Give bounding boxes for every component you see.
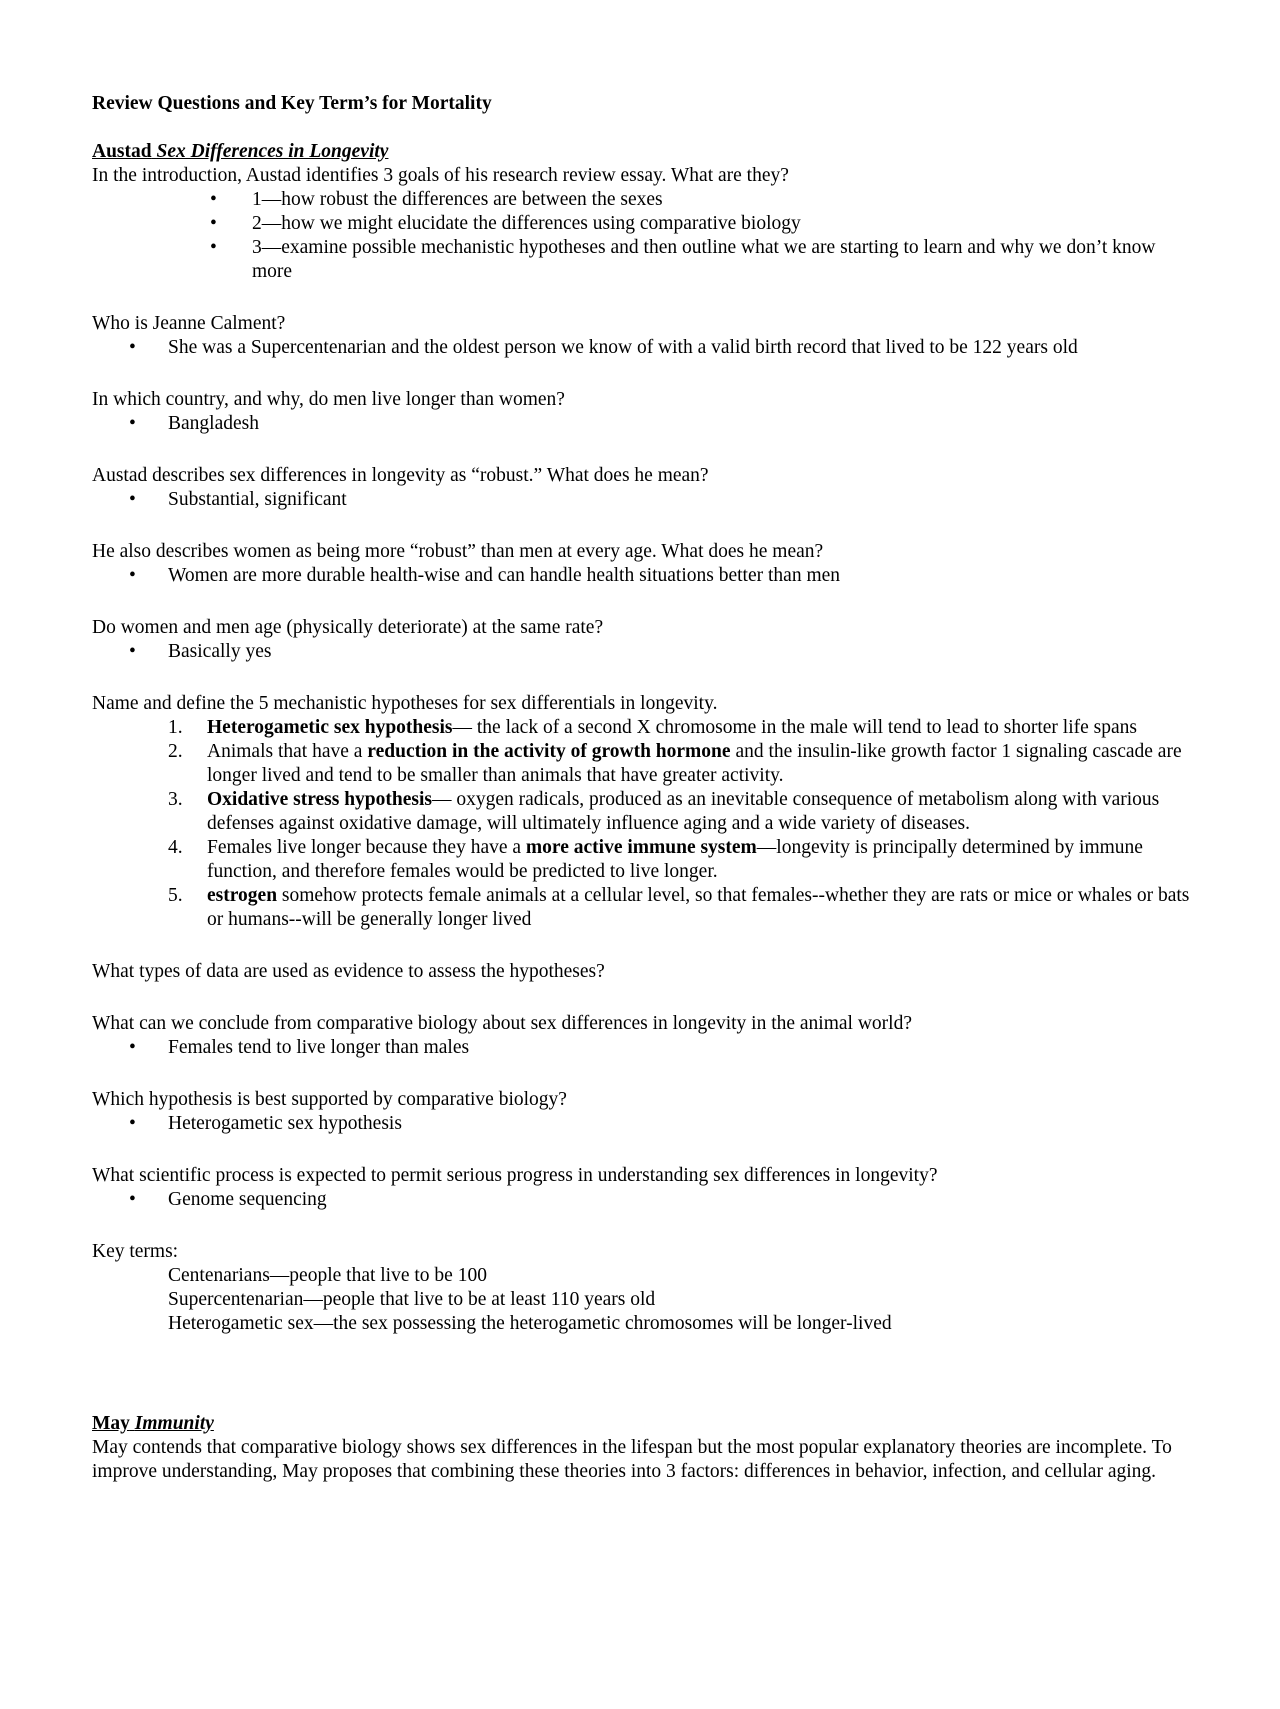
- document-title: Review Questions and Key Term’s for Mortality: [92, 93, 492, 114]
- list-item: • 2—how we might elucidate the differences using comparative biology: [92, 212, 1192, 236]
- section-heading-may: [92, 1412, 1192, 1436]
- may-paragraph: May contends that comparative biology shows sex differences in the lifespan but the most popular explanatory theories are incomplete. To improve understanding, May proposes that combining these theories into 3 factors: differences in behavior, infection, and cellular aging.: [92, 1437, 1172, 1482]
- hypotheses-list: [92, 716, 1192, 932]
- answer-list: [92, 1036, 1192, 1060]
- answer-list: [92, 564, 1192, 588]
- question-calment: Who is Jeanne Calment?: [92, 313, 286, 334]
- answer-list: [92, 640, 1192, 664]
- answer-list: [92, 412, 1192, 436]
- list-item: • 3—examine possible mechanistic hypotheses and then outline what we are starting to learn and why we don’t know more: [92, 236, 1192, 284]
- list-item: • Genome sequencing: [92, 1188, 1192, 1212]
- section-heading-austad: [92, 140, 1192, 164]
- list-item: • Females tend to live longer than males: [92, 1036, 1192, 1060]
- list-item: • She was a Supercentenarian and the oldest person we know of with a valid birth record that lived to be 122 years old: [92, 336, 1192, 360]
- heading-author: Austad: [92, 141, 152, 162]
- key-term: Centenarians—people that live to be 100: [168, 1265, 487, 1286]
- question-robust: Austad describes sex differences in longevity as “robust.” What does he mean?: [92, 465, 709, 486]
- heading-work-title: Immunity: [134, 1413, 214, 1434]
- key-terms-list: [92, 1264, 1192, 1336]
- list-item: • Substantial, significant: [92, 488, 1192, 512]
- key-terms-label: Key terms:: [92, 1241, 179, 1262]
- question-country: In which country, and why, do men live longer than women?: [92, 389, 565, 410]
- document-body: [92, 92, 1192, 1484]
- goals-list: [92, 188, 1192, 284]
- question-goals: In the introduction, Austad identifies 3 goals of his research review essay. What are they?: [92, 165, 789, 186]
- list-item: • 1—how robust the differences are between the sexes: [92, 188, 1192, 212]
- answer-list: [92, 1188, 1192, 1212]
- list-item: 1. Heterogametic sex hypothesis— the lack of a second X chromosome in the male will tend to lead to shorter life spans: [168, 717, 1137, 738]
- answer-list: [92, 1112, 1192, 1136]
- list-item: 5. estrogen somehow protects female animals at a cellular level, so that females--whether they are rats or mice or whales or bats or humans--will be generally longer lived: [168, 885, 1190, 930]
- list-item: • Bangladesh: [92, 412, 1192, 436]
- list-item: 2. Animals that have a reduction in the activity of growth hormone and the insulin-like growth factor 1 signaling cascade are longer lived and tend to be smaller than animals that have greater activity.: [168, 741, 1182, 786]
- question-aging-rate: Do women and men age (physically deteriorate) at the same rate?: [92, 617, 604, 638]
- question-best-hypothesis: Which hypothesis is best supported by comparative biology?: [92, 1089, 567, 1110]
- list-item: 4. Females live longer because they have a more active immune system—longevity is principally determined by immune function, and therefore females would be predicted to live longer.: [168, 837, 1143, 882]
- key-term: Supercentenarian—people that live to be at least 110 years old: [168, 1289, 656, 1310]
- question-data-types: What types of data are used as evidence to assess the hypotheses?: [92, 961, 605, 982]
- list-item: • Heterogametic sex hypothesis: [92, 1112, 1192, 1136]
- list-item: • Basically yes: [92, 640, 1192, 664]
- heading-author: May: [92, 1413, 130, 1434]
- list-item: • Women are more durable health-wise and can handle health situations better than men: [92, 564, 1192, 588]
- question-women-robust: He also describes women as being more “robust” than men at every age. What does he mean?: [92, 541, 824, 562]
- question-scientific-process: What scientific process is expected to permit serious progress in understanding sex differences in longevity?: [92, 1165, 938, 1186]
- answer-list: [92, 336, 1192, 360]
- question-hypotheses: Name and define the 5 mechanistic hypotheses for sex differentials in longevity.: [92, 693, 718, 714]
- answer-list: [92, 488, 1192, 512]
- list-item: 3. Oxidative stress hypothesis— oxygen radicals, produced as an inevitable consequence of metabolism along with various defenses against oxidative damage, will ultimately influence aging and a wide variety of diseases.: [168, 789, 1160, 834]
- question-comparative: What can we conclude from comparative biology about sex differences in longevity in the animal world?: [92, 1013, 912, 1034]
- key-term: Heterogametic sex—the sex possessing the heterogametic chromosomes will be longer-lived: [168, 1313, 892, 1334]
- heading-work-title: Sex Differences in Longevity: [156, 141, 389, 162]
